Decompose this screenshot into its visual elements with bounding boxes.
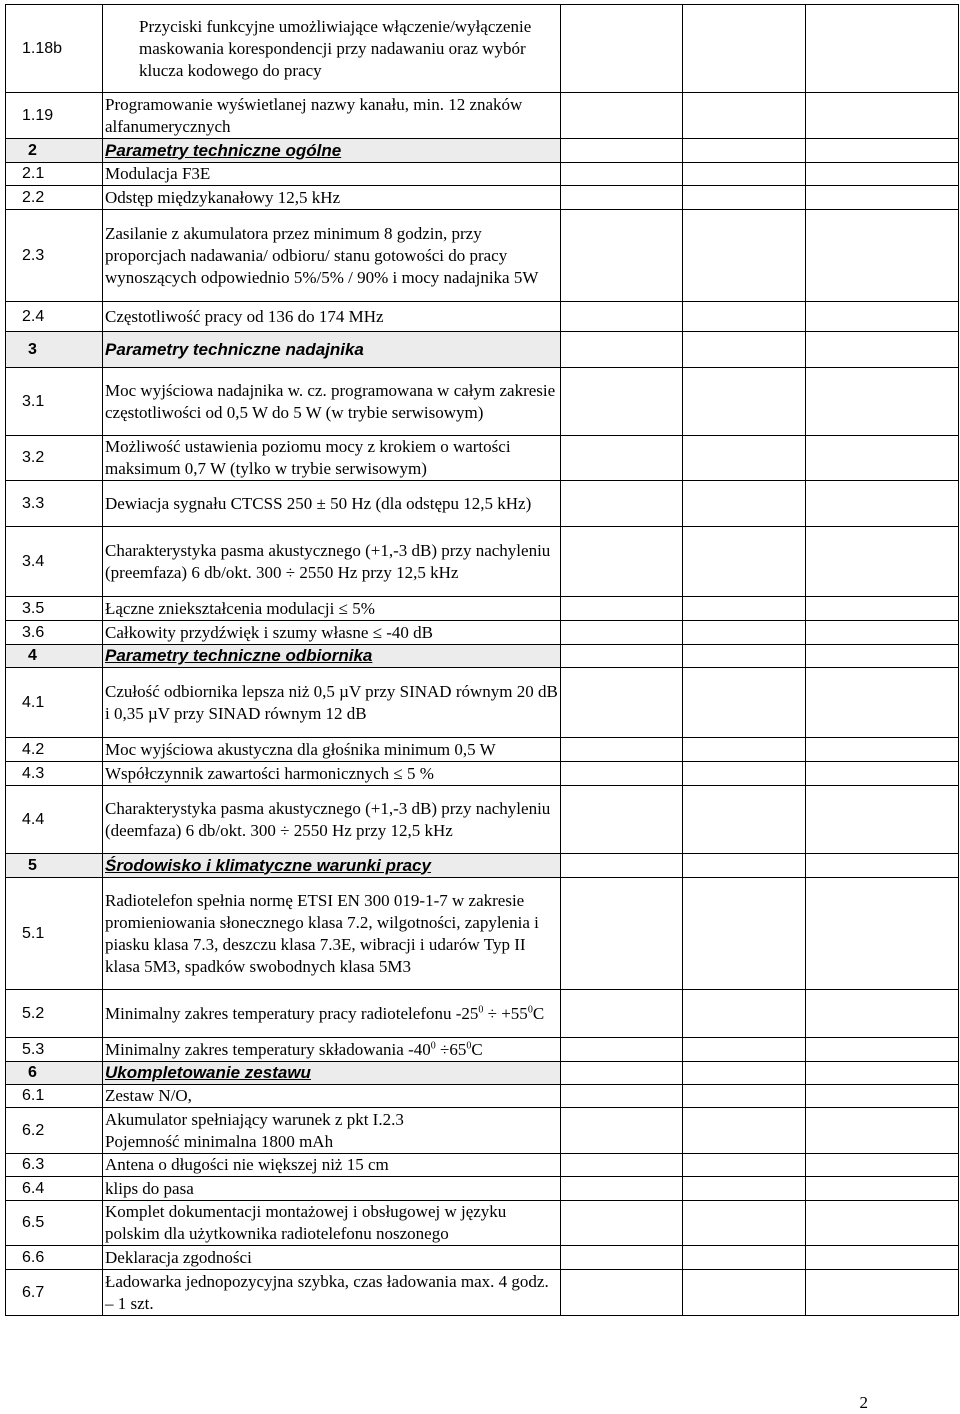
empty-cell bbox=[561, 436, 683, 481]
item-description: Przyciski funkcyjne umożliwiające włączenie/wyłączenie maskowania korespondencji przy nadawaniu oraz wybór klucza kodowego do pracy bbox=[103, 5, 561, 93]
spec-row bbox=[6, 738, 959, 762]
specification-table bbox=[5, 4, 959, 1316]
item-number: 6.6 bbox=[6, 1246, 103, 1270]
empty-cell bbox=[683, 1085, 806, 1108]
item-description: Charakterystyka pasma akustycznego (+1,-3 dB) przy nachyleniu (preemfaza) 6 db/okt. 300 ÷ 2550 Hz przy 12,5 kHz bbox=[103, 527, 561, 597]
empty-cell bbox=[561, 139, 683, 163]
empty-cell bbox=[561, 597, 683, 621]
item-number: 6.2 bbox=[6, 1108, 103, 1154]
spec-row bbox=[6, 597, 959, 621]
empty-cell bbox=[806, 786, 959, 854]
item-description: Łączne zniekształcenia modulacji ≤ 5% bbox=[103, 597, 561, 621]
empty-cell bbox=[561, 1177, 683, 1201]
empty-cell bbox=[683, 990, 806, 1038]
empty-cell bbox=[683, 302, 806, 332]
empty-cell bbox=[683, 436, 806, 481]
empty-cell bbox=[806, 139, 959, 163]
item-description: Współczynnik zawartości harmonicznych ≤ 5 % bbox=[103, 762, 561, 786]
item-number: 6.5 bbox=[6, 1201, 103, 1246]
item-description: Odstęp międzykanałowy 12,5 kHz bbox=[103, 186, 561, 210]
spec-row bbox=[6, 1085, 959, 1108]
empty-cell bbox=[561, 302, 683, 332]
section-number: 3 bbox=[6, 332, 103, 368]
spec-row bbox=[6, 1154, 959, 1177]
empty-cell bbox=[683, 645, 806, 668]
empty-cell bbox=[683, 332, 806, 368]
item-number: 4.4 bbox=[6, 786, 103, 854]
item-number: 3.2 bbox=[6, 436, 103, 481]
empty-cell bbox=[806, 210, 959, 302]
item-description: Charakterystyka pasma akustycznego (+1,-3 dB) przy nachyleniu (deemfaza) 6 db/okt. 300 ÷ 2550 Hz przy 12,5 kHz bbox=[103, 786, 561, 854]
item-number: 2.3 bbox=[6, 210, 103, 302]
empty-cell bbox=[561, 210, 683, 302]
spec-row bbox=[6, 368, 959, 436]
item-description: Moc wyjściowa nadajnika w. cz. programowana w całym zakresie częstotliwości od 0,5 W do 5 W (w trybie serwisowym) bbox=[103, 368, 561, 436]
empty-cell bbox=[561, 1108, 683, 1154]
empty-cell bbox=[806, 332, 959, 368]
item-number: 3.3 bbox=[6, 481, 103, 527]
empty-cell bbox=[561, 1270, 683, 1316]
item-number: 6.3 bbox=[6, 1154, 103, 1177]
empty-cell bbox=[683, 786, 806, 854]
empty-cell bbox=[561, 990, 683, 1038]
empty-cell bbox=[806, 1085, 959, 1108]
empty-cell bbox=[683, 1108, 806, 1154]
item-description: Dewiacja sygnału CTCSS 250 ± 50 Hz (dla odstępu 12,5 kHz) bbox=[103, 481, 561, 527]
empty-cell bbox=[561, 368, 683, 436]
spec-row bbox=[6, 163, 959, 186]
item-description: Zasilanie z akumulatora przez minimum 8 godzin, przy proporcjach nadawania/ odbioru/ stanu gotowości do pracy wynoszących odpowiednio 5%/5% / 90% i mocy nadajnika 5W bbox=[103, 210, 561, 302]
spec-row bbox=[6, 1246, 959, 1270]
spec-row bbox=[6, 990, 959, 1038]
empty-cell bbox=[561, 762, 683, 786]
item-number: 3.4 bbox=[6, 527, 103, 597]
empty-cell bbox=[561, 1085, 683, 1108]
item-number: 1.19 bbox=[6, 93, 103, 139]
page-number: 2 bbox=[859, 1393, 868, 1412]
spec-row bbox=[6, 762, 959, 786]
empty-cell bbox=[806, 481, 959, 527]
empty-cell bbox=[806, 1108, 959, 1154]
empty-cell bbox=[806, 1062, 959, 1085]
item-description: Czułość odbiornika lepsza niż 0,5 µV przy SINAD równym 20 dB i 0,35 µV przy SINAD równym 12 dB bbox=[103, 668, 561, 738]
empty-cell bbox=[561, 1038, 683, 1062]
empty-cell bbox=[683, 762, 806, 786]
empty-cell bbox=[683, 738, 806, 762]
section-title: Środowisko i klimatyczne warunki pracy bbox=[103, 854, 561, 878]
section-row bbox=[6, 854, 959, 878]
spec-row bbox=[6, 210, 959, 302]
item-number: 2.4 bbox=[6, 302, 103, 332]
item-number: 6.7 bbox=[6, 1270, 103, 1316]
empty-cell bbox=[683, 163, 806, 186]
empty-cell bbox=[806, 878, 959, 990]
empty-cell bbox=[683, 1246, 806, 1270]
item-description: Całkowity przydźwięk i szumy własne ≤ -40 dB bbox=[103, 621, 561, 645]
item-description: Możliwość ustawienia poziomu mocy z krokiem o wartości maksimum 0,7 W (tylko w trybie serwisowym) bbox=[103, 436, 561, 481]
empty-cell bbox=[806, 1177, 959, 1201]
section-number: 2 bbox=[6, 139, 103, 163]
empty-cell bbox=[806, 1154, 959, 1177]
item-description: Ładowarka jednopozycyjna szybka, czas ładowania max. 4 godz. – 1 szt. bbox=[103, 1270, 561, 1316]
empty-cell bbox=[806, 645, 959, 668]
empty-cell bbox=[806, 1038, 959, 1062]
empty-cell bbox=[806, 302, 959, 332]
item-description: Moc wyjściowa akustyczna dla głośnika minimum 0,5 W bbox=[103, 738, 561, 762]
spec-row bbox=[6, 527, 959, 597]
empty-cell bbox=[806, 93, 959, 139]
empty-cell bbox=[683, 527, 806, 597]
item-description: Częstotliwość pracy od 136 do 174 MHz bbox=[103, 302, 561, 332]
empty-cell bbox=[561, 186, 683, 210]
empty-cell bbox=[561, 163, 683, 186]
item-number: 3.5 bbox=[6, 597, 103, 621]
item-description: Zestaw N/O, bbox=[103, 1085, 561, 1108]
section-number: 4 bbox=[6, 645, 103, 668]
spec-row bbox=[6, 878, 959, 990]
item-number: 4.3 bbox=[6, 762, 103, 786]
empty-cell bbox=[561, 1062, 683, 1085]
spec-row bbox=[6, 186, 959, 210]
empty-cell bbox=[561, 481, 683, 527]
section-title: Parametry techniczne ogólne bbox=[103, 139, 561, 163]
empty-cell bbox=[683, 5, 806, 93]
item-description: Deklaracja zgodności bbox=[103, 1246, 561, 1270]
empty-cell bbox=[683, 1177, 806, 1201]
item-number: 6.4 bbox=[6, 1177, 103, 1201]
spec-row bbox=[6, 1201, 959, 1246]
empty-cell bbox=[683, 597, 806, 621]
empty-cell bbox=[683, 481, 806, 527]
item-description: klips do pasa bbox=[103, 1177, 561, 1201]
empty-cell bbox=[683, 210, 806, 302]
empty-cell bbox=[806, 368, 959, 436]
item-number: 1.18b bbox=[6, 5, 103, 93]
empty-cell bbox=[806, 762, 959, 786]
item-description: Minimalny zakres temperatury pracy radiotelefonu $-25^0 \div +55^0C$ bbox=[103, 990, 561, 1038]
empty-cell bbox=[561, 645, 683, 668]
empty-cell bbox=[561, 1154, 683, 1177]
section-row bbox=[6, 645, 959, 668]
section-row bbox=[6, 139, 959, 163]
empty-cell bbox=[561, 332, 683, 368]
empty-cell bbox=[683, 878, 806, 990]
spec-row bbox=[6, 668, 959, 738]
spec-row bbox=[6, 5, 959, 93]
spec-row bbox=[6, 302, 959, 332]
spec-row bbox=[6, 436, 959, 481]
spec-row bbox=[6, 1038, 959, 1062]
item-number: 3.6 bbox=[6, 621, 103, 645]
item-description: Minimalny zakres temperatury składowania $-40^0 \div 65^0C$ bbox=[103, 1038, 561, 1062]
empty-cell bbox=[561, 527, 683, 597]
item-number: 4.1 bbox=[6, 668, 103, 738]
item-number: 2.2 bbox=[6, 186, 103, 210]
item-number: 5.1 bbox=[6, 878, 103, 990]
item-description: Modulacja F3E bbox=[103, 163, 561, 186]
empty-cell bbox=[806, 597, 959, 621]
empty-cell bbox=[683, 1201, 806, 1246]
empty-cell bbox=[561, 5, 683, 93]
item-number: 2.1 bbox=[6, 163, 103, 186]
item-description: Komplet dokumentacji montażowej i obsługowej w języku polskim dla użytkownika radiotelefonu noszonego bbox=[103, 1201, 561, 1246]
item-number: 3.1 bbox=[6, 368, 103, 436]
empty-cell bbox=[683, 1154, 806, 1177]
empty-cell bbox=[561, 878, 683, 990]
empty-cell bbox=[806, 621, 959, 645]
empty-cell bbox=[683, 186, 806, 210]
empty-cell bbox=[806, 163, 959, 186]
spec-row bbox=[6, 1270, 959, 1316]
empty-cell bbox=[561, 1201, 683, 1246]
empty-cell bbox=[683, 854, 806, 878]
spec-row bbox=[6, 1177, 959, 1201]
empty-cell bbox=[806, 5, 959, 93]
empty-cell bbox=[683, 1038, 806, 1062]
empty-cell bbox=[561, 854, 683, 878]
spec-row bbox=[6, 621, 959, 645]
empty-cell bbox=[683, 1270, 806, 1316]
item-description: Antena o długości nie większej niż 15 cm bbox=[103, 1154, 561, 1177]
item-description: Radiotelefon spełnia normę ETSI EN 300 019-1-7 w zakresie promieniowania słonecznego klasa 7.2, wilgotności, zapylenia i piasku klasa 7.3, deszczu klasa 7.3E, wibracji i udarów Typ II klasa 5M3, spadków swobodnych klasa 5M3 bbox=[103, 878, 561, 990]
spec-row bbox=[6, 481, 959, 527]
item-description: Akumulator spełniający warunek z pkt I.2.3 Pojemność minimalna 1800 mAh bbox=[103, 1108, 561, 1154]
empty-cell bbox=[561, 1246, 683, 1270]
section-title: Parametry techniczne odbiornika bbox=[103, 645, 561, 668]
section-title: Ukompletowanie zestawu bbox=[103, 1062, 561, 1085]
empty-cell bbox=[683, 1062, 806, 1085]
empty-cell bbox=[561, 786, 683, 854]
empty-cell bbox=[683, 621, 806, 645]
section-number: 6 bbox=[6, 1062, 103, 1085]
section-row bbox=[6, 1062, 959, 1085]
empty-cell bbox=[561, 93, 683, 139]
item-number: 4.2 bbox=[6, 738, 103, 762]
section-title: Parametry techniczne nadajnika bbox=[103, 332, 561, 368]
empty-cell bbox=[806, 1270, 959, 1316]
item-number: 5.2 bbox=[6, 990, 103, 1038]
item-number: 6.1 bbox=[6, 1085, 103, 1108]
empty-cell bbox=[561, 668, 683, 738]
empty-cell bbox=[806, 990, 959, 1038]
spec-row bbox=[6, 1108, 959, 1154]
spec-row bbox=[6, 93, 959, 139]
empty-cell bbox=[806, 186, 959, 210]
empty-cell bbox=[806, 1201, 959, 1246]
empty-cell bbox=[561, 738, 683, 762]
empty-cell bbox=[683, 93, 806, 139]
empty-cell bbox=[561, 621, 683, 645]
empty-cell bbox=[806, 436, 959, 481]
empty-cell bbox=[683, 368, 806, 436]
spec-row bbox=[6, 786, 959, 854]
empty-cell bbox=[806, 527, 959, 597]
empty-cell bbox=[806, 738, 959, 762]
item-number: 5.3 bbox=[6, 1038, 103, 1062]
empty-cell bbox=[683, 139, 806, 163]
empty-cell bbox=[683, 668, 806, 738]
empty-cell bbox=[806, 1246, 959, 1270]
section-number: 5 bbox=[6, 854, 103, 878]
item-description: Programowanie wyświetlanej nazwy kanału, min. 12 znaków alfanumerycznych bbox=[103, 93, 561, 139]
empty-cell bbox=[806, 854, 959, 878]
section-row bbox=[6, 332, 959, 368]
empty-cell bbox=[806, 668, 959, 738]
